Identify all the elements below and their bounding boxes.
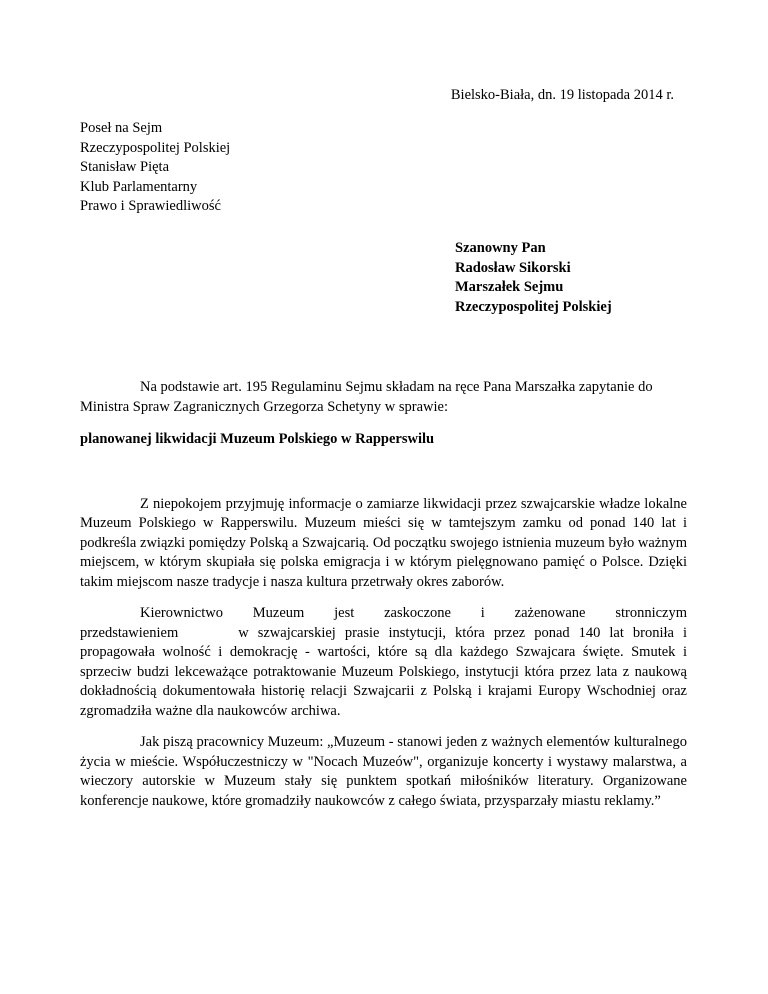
paragraph-2-rest [80,624,687,722]
word: stronniczym [615,605,687,621]
paragraph-2-text: w szwajcarskiej prasie instytucji, która przez ponad 140 lat broniła i propagowała wolność i demokrację - wartości, które są dla każdego Szwajcara święte. Smutek i sprzeciw budzi lekceważące potraktowanie Muzeum Polskiego, instytucji która przez lata z naukową dokładnością dokumentowała historię relacji Szwajcarii z Polską i krajami Europy Wschodniej oraz zgromadziła ważne dla naukowców archiwa. [80,624,687,719]
letter-body [80,378,687,811]
intro-paragraph: Na podstawie art. 195 Regulaminu Sejmu składam na ręce Pana Marszałka zapytanie do Ministra Spraw Zagranicznych Grzegorza Schetyny w sprawie: [80,379,653,415]
word: jest [334,605,355,621]
sender-line: Klub Parlamentarny [80,178,198,195]
sender-line: Poseł na Sejm [80,120,163,136]
paragraph-2 [80,604,687,721]
word: i [480,605,485,621]
recipient-line: Szanowny Pan [455,240,546,256]
word: zażenowane [514,605,586,621]
word: Kierownictwo [140,605,223,621]
subject-line: planowanej likwidacji Muzeum Polskiego w Rapperswilu [80,431,435,447]
paragraph-3: Jak piszą pracownicy Muzeum: „Muzeum - stanowi jeden z ważnych elementów kulturalnego życia w mieście. Współuczestniczy w "Nocach Muzeów", organizuje koncerty i wystawy malarstwa, a wieczory autorskie w Muzeum stały się punktem spotkań miłośników literatury. Organizowane konferencje naukowe, które gromadziły naukowców z całego świata, przysparzały miastu reklamy.” [80,734,687,809]
recipient-block [455,239,612,317]
paragraph-2-first-line [80,604,687,624]
date-line: Bielsko-Biała, dn. 19 listopada 2014 r. [450,87,674,103]
recipient-line: Marszałek Sejmu [455,279,564,295]
word: przedstawieniem [80,624,179,641]
recipient-line: Radosław Sikorski [455,259,571,276]
sender-line: Stanisław Pięta [80,159,170,175]
sender-line: Prawo i Sprawiedliwość [80,198,221,214]
paragraph-1: Z niepokojem przyjmuję informacje o zamiarze likwidacji przez szwajcarskie władze lokalne Muzeum Polskiego w Rapperswilu. Muzeum mieści się w tamtejszym zamku od ponad 140 lat i podkreśla związki pomiędzy Polską a Szwajcarią. Od początku swojego istnienia muzeum było ważnym miejscem, w którym skupiała się polska emigracja i w którym pielęgnowano pamięć o Polsce. Dzięki takim miejscom nasze tradycje i nasza kultura przetrwały okres zaborów. [80,495,687,590]
word: Muzeum [252,605,305,621]
word: zaskoczone [384,605,451,621]
sender-block [80,119,230,217]
sender-line: Rzeczypospolitej Polskiej [80,139,231,156]
recipient-line: Rzeczypospolitej Polskiej [455,298,612,315]
